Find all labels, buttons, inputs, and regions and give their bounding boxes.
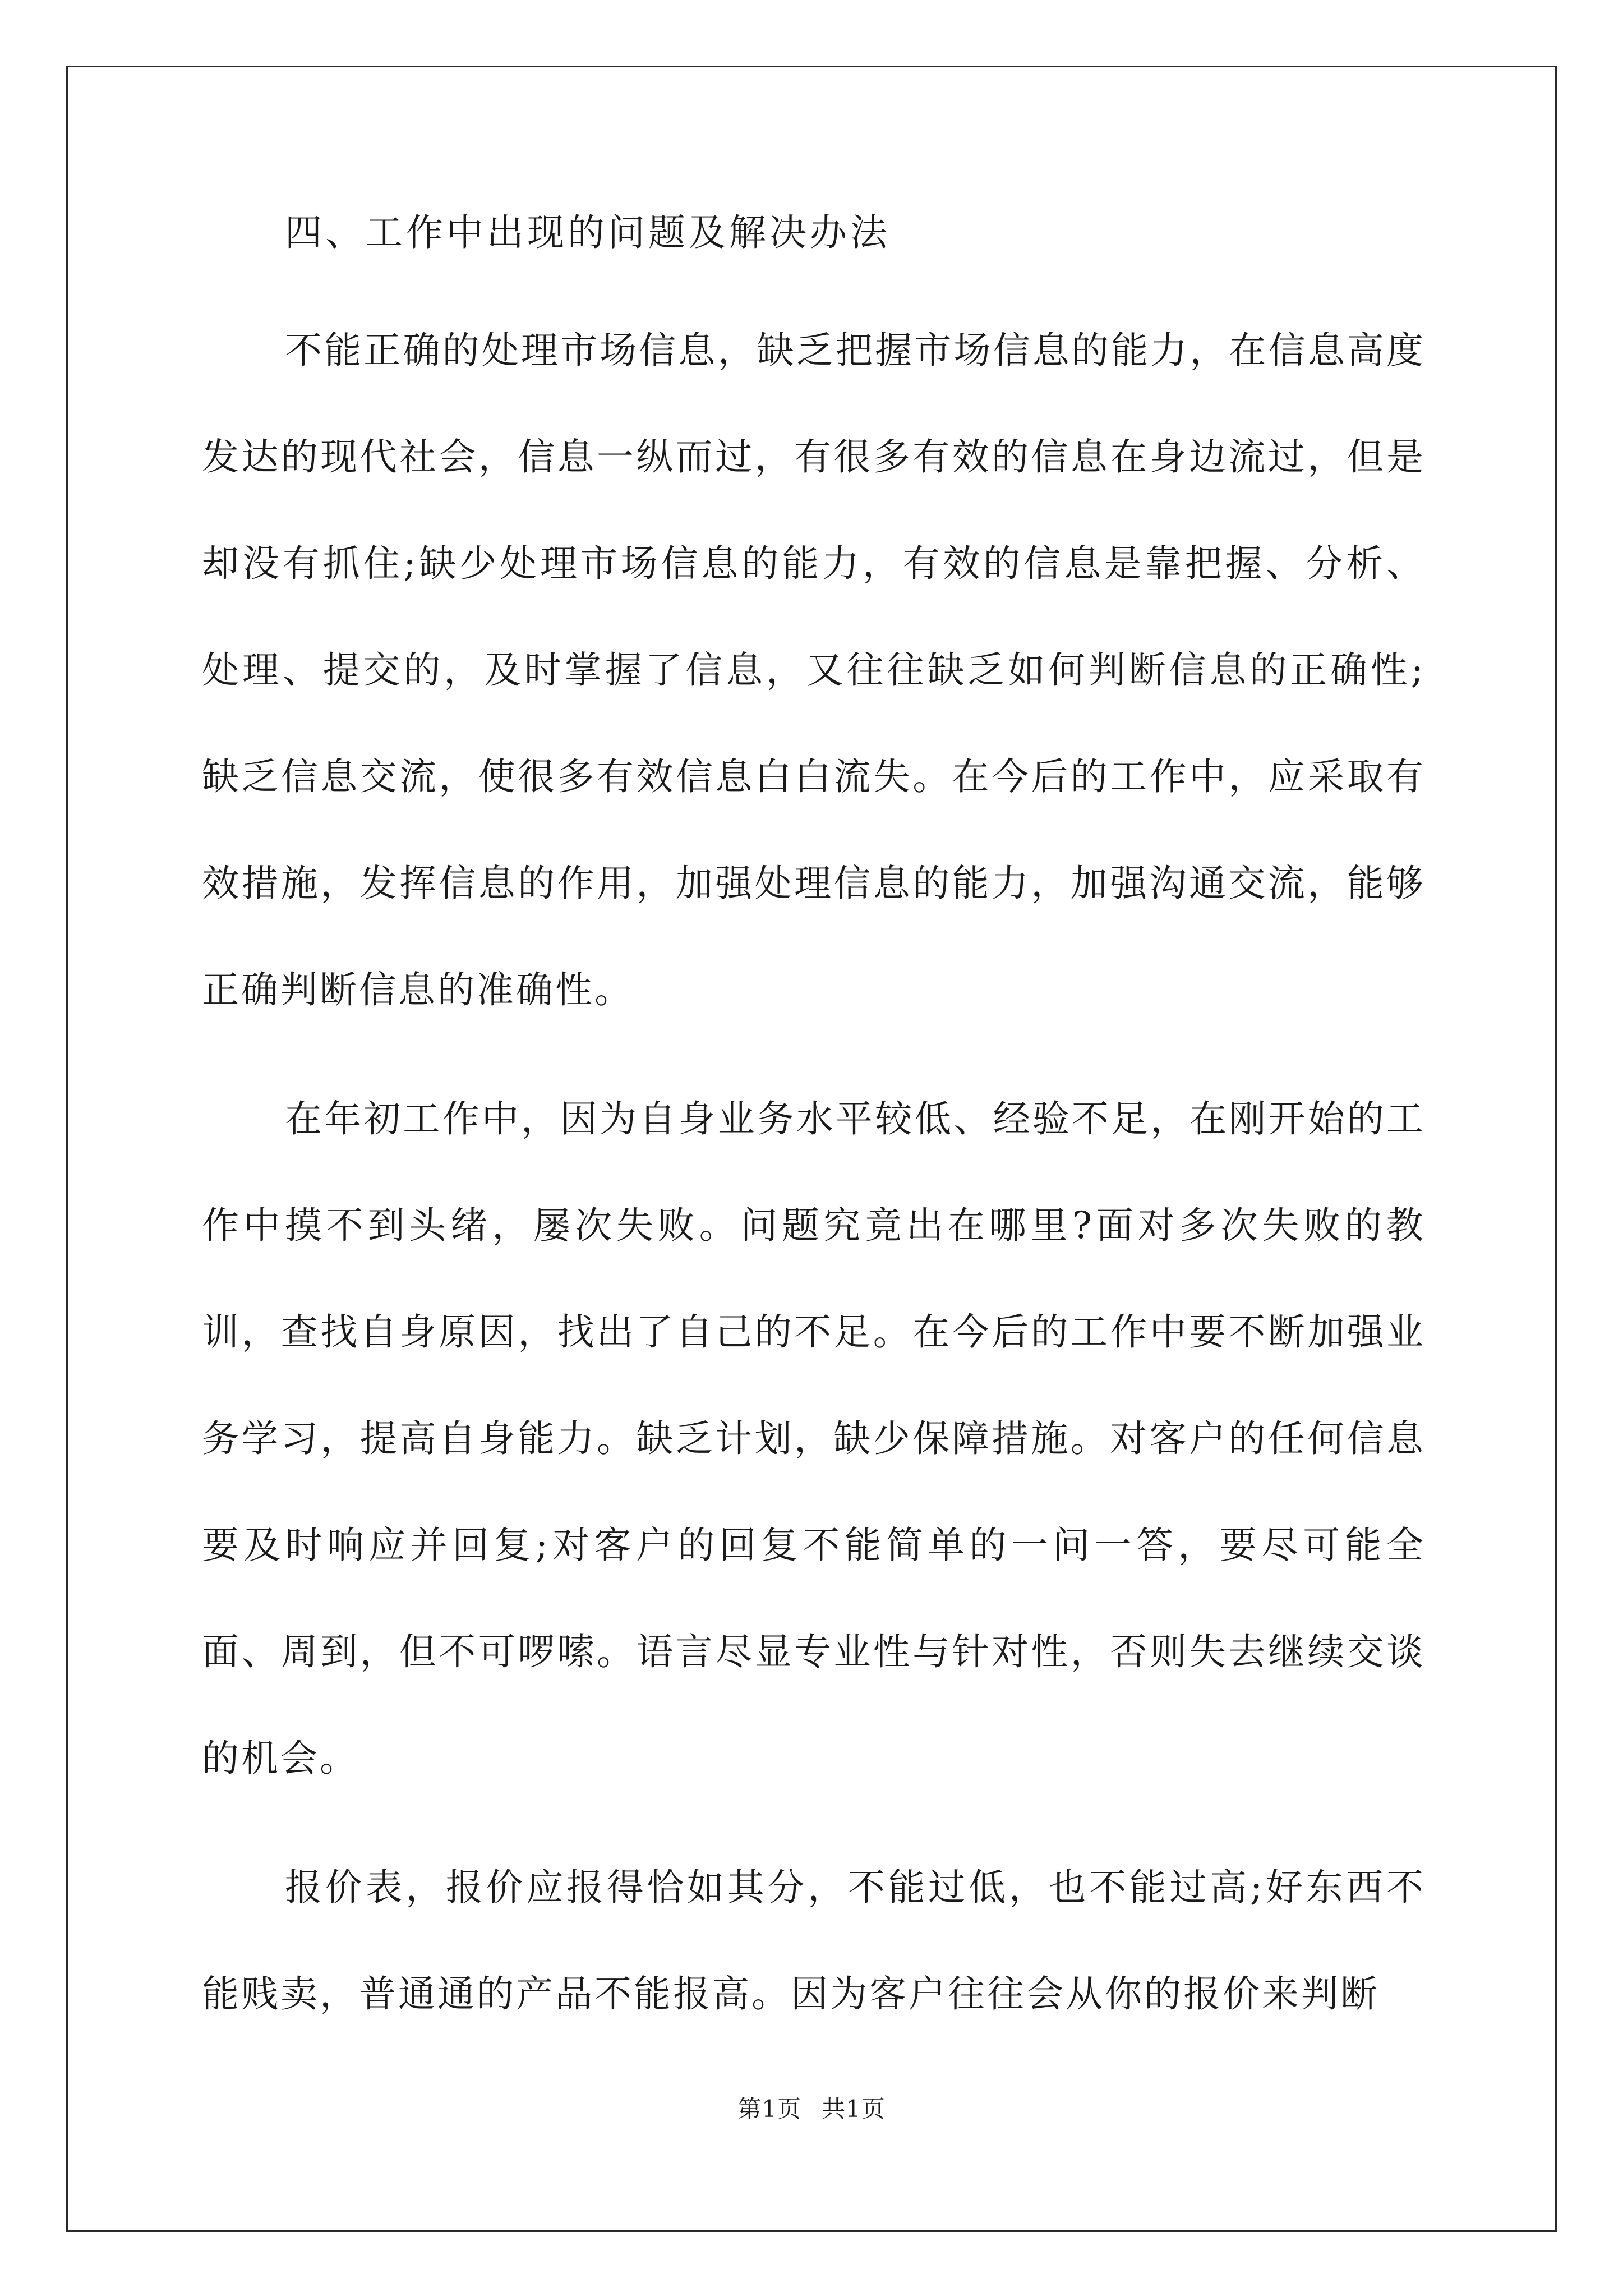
paragraph-quotation: 报价表，报价应报得恰如其分，不能过低，也不能过高;好东西不能贱卖，普通通的产品不能报高。因为客户往往会从你的报价来判断 [202,1866,1426,2016]
section-heading: 四、工作中出现的问题及解决办法 [285,211,891,254]
paragraph-information-handling: 不能正确的处理市场信息，缺乏把握市场信息的能力，在信息高度发达的现代社会，信息一纵而过，有很多有效的信息在身边流过，但是却没有抓住;缺少处理市场信息的能力，有效的信息是靠把握、分析、处理、提交的，及时掌握了信息，又往往缺乏如何判断信息的正确性;缺乏信息交流，使很多有效信息白白流失。在今后的工作中，应采取有效措施，发挥信息的作用，加强处理信息的能力，加强沟通交流，能够正确判断信息的准确性。 [202,329,1426,1011]
page-footer [0,2095,1623,2123]
page-total: 共1页 [822,2095,886,2123]
paragraph-business-skills: 在年初工作中，因为自身业务水平较低、经验不足，在刚开始的工作中摸不到头绪，屡次失败。问题究竟出在哪里?面对多次失败的教训，查找自身原因，找出了自己的不足。在今后的工作中要不断加强业务学习，提高自身能力。缺乏计划，缺少保障措施。对客户的任何信息要及时响应并回复;对客户的回复不能简单的一问一答，要尽可能全面、周到，但不可啰嗦。语言尽显专业性与针对性，否则失去继续交谈的机会。 [202,1097,1426,1780]
document-body [202,213,1426,2070]
page-number: 第1页 [737,2095,801,2123]
